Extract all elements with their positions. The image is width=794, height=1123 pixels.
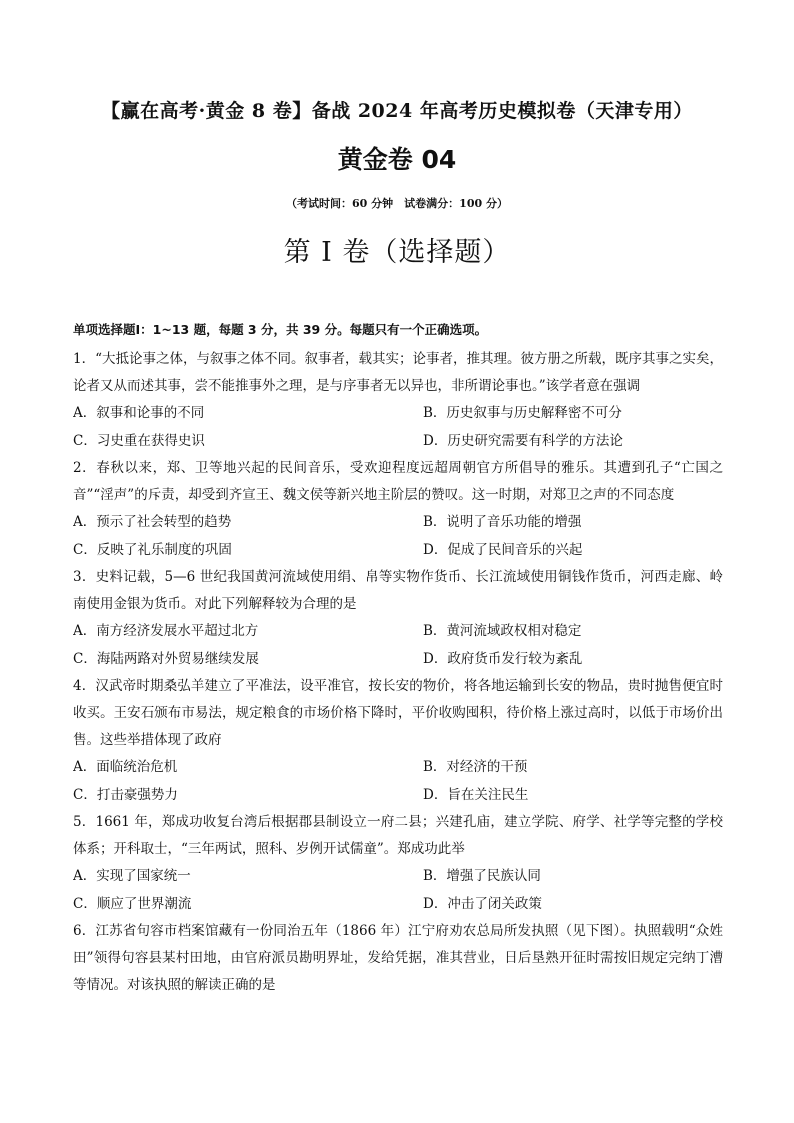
option-c: C．习史重在获得史识 (73, 432, 205, 449)
question-stem: 3．史料记载，5—6 世纪我国黄河流域使用绢、帛等实物作货币、长江流域使用铜钱作货币，河西走廊、岭南使用金银为货币。对此下列解释较为合理的是 (73, 569, 723, 612)
question-stem: 5．1661 年，郑成功收复台湾后根据郡县制设立一府二县；兴建孔庙，建立学院、府学、社学等完整的学校体系；开科取士，“三年两试，照科、岁例开试儒童”。郑成功此举 (73, 814, 723, 857)
question-6 (73, 918, 723, 999)
question-3 (73, 564, 723, 673)
option-d: D．冲击了闭关政策 (423, 895, 542, 912)
options-row (73, 400, 723, 428)
option-b: B．说明了音乐功能的增强 (423, 514, 582, 530)
option-b: B．增强了民族认同 (423, 868, 541, 884)
option-a: A．叙事和论事的不同 (73, 405, 205, 421)
question-4 (73, 673, 723, 809)
question-stem: 6．江苏省句容市档案馆藏有一份同治五年（1866 年）江宁府劝农总局所发执照（见下图）。执照载明“众姓田”领得句容县某村田地，由官府派员勘明界址，发给凭据，准其营业，日后垦熟开征时需按旧规定完纳丁漕等情况。对该执照的解读正确的是 (73, 923, 723, 993)
options-row (73, 754, 723, 782)
option-a: A．南方经济发展水平超过北方 (73, 623, 259, 639)
option-d: D．历史研究需要有科学的方法论 (423, 432, 623, 449)
question-stem: 1．“大抵论事之体，与叙事之体不同。叙事者，载其实；论事者，推其理。彼方册之所载，既序其事之实矣，论者又从而述其事，尝不能推事外之理，是与序事者无以异也，非所谓论事也。”该学者意在强调 (73, 351, 723, 394)
question-list (73, 346, 723, 999)
option-b: B．对经济的干预 (423, 759, 528, 775)
option-c: C．打击豪强势力 (73, 786, 178, 803)
question-stem: 2．春秋以来，郑、卫等地兴起的民间音乐，受欢迎程度远超周朝官方所倡导的雅乐。其遭到孔子“亡国之音”“淫声”的斥责，却受到齐宣王、魏文侯等新兴地主阶层的赞叹。这一时期，对郑卫之声的不同态度 (73, 460, 723, 503)
option-c: C．顺应了世界潮流 (73, 895, 192, 912)
option-b: B．历史叙事与历史解释密不可分 (423, 405, 622, 421)
options-row (73, 509, 723, 537)
option-c: C．海陆两路对外贸易继续发展 (73, 650, 259, 667)
options-row (73, 891, 723, 919)
option-d: D．旨在关注民生 (423, 786, 529, 803)
option-a: A．预示了社会转型的趋势 (73, 514, 232, 530)
section-title: 第 I 卷（选择题） (283, 237, 511, 268)
question-2 (73, 455, 723, 564)
option-d: D．政府货币发行较为紊乱 (423, 650, 583, 667)
exam-series-title: 【赢在高考·黄金 8 卷】备战 2024 年高考历史模拟卷（天津专用） (101, 100, 693, 122)
options-row (73, 782, 723, 810)
question-stem: 4．汉武帝时期桑弘羊建立了平准法，设平准官，按长安的物价，将各地运输到长安的物品，贵时抛售便宜时收买。王安石颁布市易法，规定粮食的市场价格下降时，平价收购囤积，待价格上涨过高时，以低于市场价出售。这些举措体现了政府 (73, 678, 723, 748)
option-d: D．促成了民间音乐的兴起 (423, 541, 583, 558)
option-b: B．黄河流域政权相对稳定 (423, 623, 582, 639)
question-5 (73, 809, 723, 918)
section-instruction: 单项选择题Ⅰ：1~13 题，每题 3 分，共 39 分。每题只有一个正确选项。 (73, 322, 488, 337)
option-c: C．反映了礼乐制度的巩固 (73, 541, 232, 558)
options-row (73, 618, 723, 646)
option-a: A．面临统治危机 (73, 759, 178, 775)
options-row (73, 646, 723, 674)
question-1 (73, 346, 723, 455)
options-row (73, 863, 723, 891)
paper-title: 黄金卷 04 (337, 145, 457, 174)
options-row (73, 428, 723, 456)
options-row (73, 537, 723, 565)
exam-time-score-info: （考试时间：60 分钟 试卷满分：100 分） (286, 197, 508, 210)
option-a: A．实现了国家统一 (73, 868, 191, 884)
